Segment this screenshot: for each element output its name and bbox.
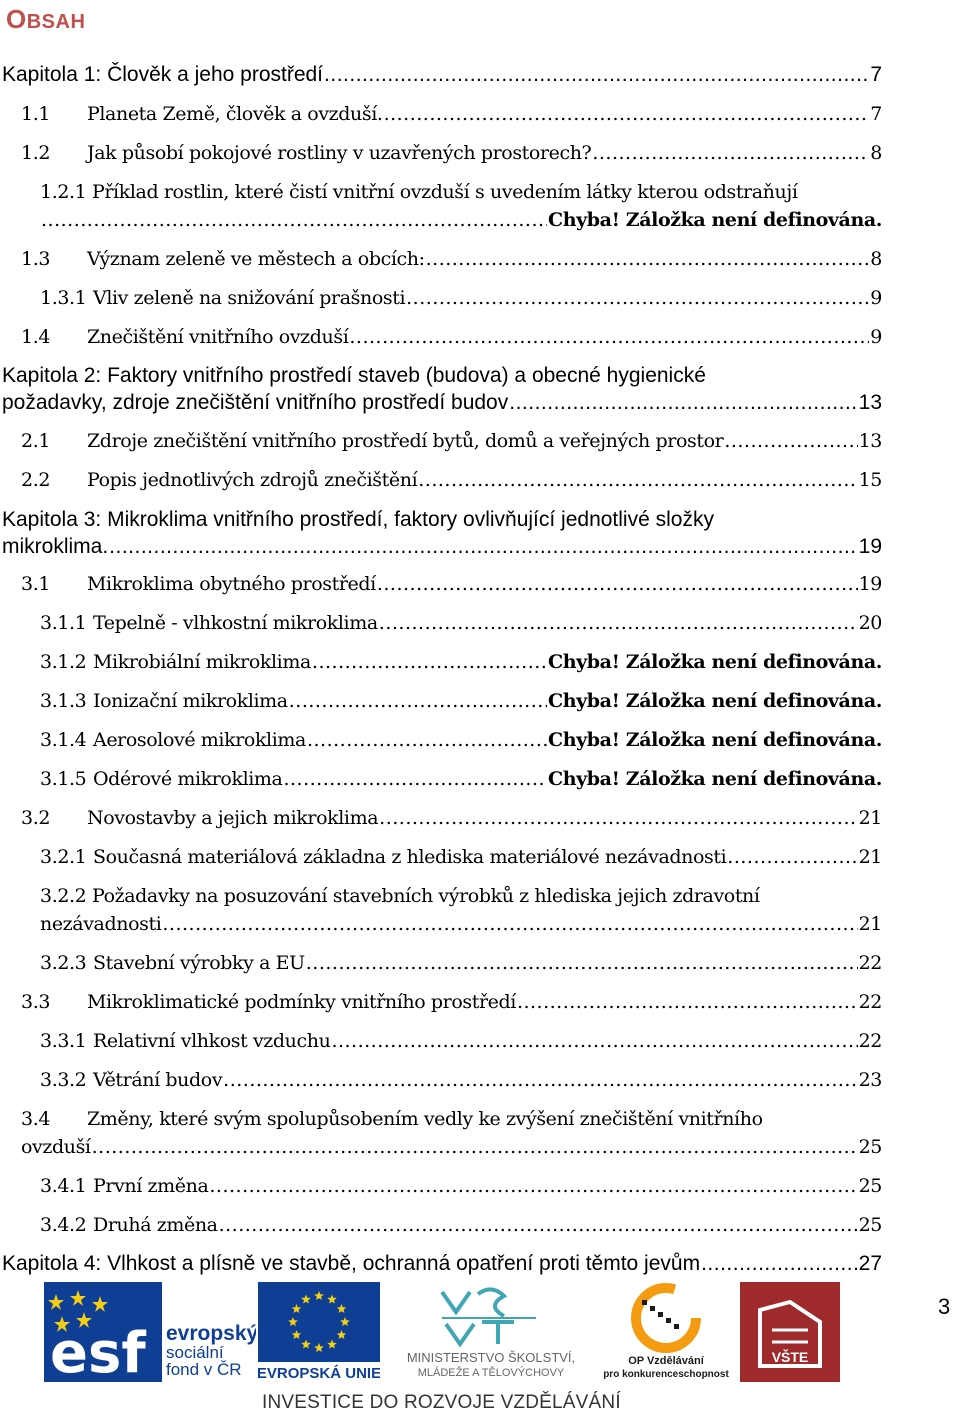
svg-text:VŠTE: VŠTE xyxy=(771,1349,809,1365)
toc-entry-3-1-1[interactable]: 3.1.1 Tepelně - vlhkostní mikroklima ..... 20 xyxy=(40,612,882,634)
toc-chapter-4[interactable]: Kapitola 4: Vlhkost a plísně ve stavbě, ochranná opatření proti těmto jevům ..... 27 xyxy=(2,1252,882,1276)
svg-text:evropský: evropský xyxy=(166,1322,256,1345)
toc-chapter-2-cont[interactable]: požadavky, zdroje znečištění vnitřního prostředí budov ..... 13 xyxy=(2,391,882,415)
investice-slogan: INVESTICE DO ROZVOJE VZDĚLÁVÁNÍ xyxy=(262,1392,621,1413)
op-vk-logo xyxy=(598,1282,734,1382)
toc-entry-3-3-1[interactable]: 3.3.1 Relativní vlhkost vzduchu ..... 22 xyxy=(40,1030,882,1052)
toc-entry-3-3-2[interactable]: 3.3.2 Větrání budov ..... 23 xyxy=(40,1069,882,1091)
svg-text:esf: esf xyxy=(50,1321,146,1382)
toc-entry-3-1-5[interactable]: 3.1.5 Odérové mikroklima ..... Chyba! Záložka není definována. xyxy=(40,768,882,790)
toc-entry-3-1-3[interactable]: 3.1.3 Ionizační mikroklima ..... Chyba! Záložka není definována. xyxy=(40,690,882,712)
toc-chapter-3-cont[interactable]: mikroklima. ..... 19 xyxy=(2,535,882,559)
eu-flag-logo xyxy=(258,1282,380,1382)
svg-text:OP Vzdělávání: OP Vzdělávání xyxy=(628,1355,704,1367)
msmt-logo xyxy=(386,1282,596,1382)
svg-text:sociální: sociální xyxy=(166,1343,224,1362)
svg-text:fond v ČR: fond v ČR xyxy=(166,1360,242,1379)
toc-entry-3-1-2[interactable]: 3.1.2 Mikrobiální mikroklima ..... Chyba! Záložka není definována. xyxy=(40,651,882,673)
toc-entry-3-2-2[interactable]: 3.2.2 Požadavky na posuzování stavebních výrobků z hlediska jejich zdravotní xyxy=(40,885,760,907)
toc-entry-3-1-4[interactable]: 3.1.4 Aerosolové mikroklima ..... Chyba! Záložka není definována. xyxy=(40,729,882,751)
toc-entry-1-3-1[interactable]: 1.3.1 Vliv zeleně na snižování prašnosti ..... 9 xyxy=(40,287,882,309)
toc-chapter-1[interactable]: Kapitola 1: Člověk a jeho prostředí ..... 7 xyxy=(2,63,882,87)
toc-entry-3-4[interactable]: 3.4 Změny, které svým spolupůsobením vedly ke zvýšení znečištění vnitřního xyxy=(21,1108,763,1130)
toc-chapter-3[interactable]: Kapitola 3: Mikroklima vnitřního prostředí, faktory ovlivňující jednotlivé složky xyxy=(2,508,714,531)
toc-entry-3-4-cont[interactable]: ovzduší ..... 25 xyxy=(21,1136,882,1158)
toc-chapter-2[interactable]: Kapitola 2: Faktory vnitřního prostředí staveb (budova) a obecné hygienické xyxy=(2,364,706,387)
toc-entry-3-2[interactable]: 3.2 Novostavby a jejich mikroklima ..... 21 xyxy=(21,807,882,829)
svg-text:MINISTERSTVO ŠKOLSTVÍ,: MINISTERSTVO ŠKOLSTVÍ, xyxy=(406,1350,576,1365)
toc-entry-1-2-1[interactable]: 1.2.1 Příklad rostlin, které čistí vnitřní ovzduší s uvedením látky kterou odstraňují xyxy=(40,181,798,203)
svg-text:EVROPSKÁ UNIE: EVROPSKÁ UNIE xyxy=(258,1365,380,1382)
toc-entry-3-2-3[interactable]: 3.2.3 Stavební výrobky a EU ..... 22 xyxy=(40,952,882,974)
vste-logo xyxy=(740,1282,840,1382)
toc-entry-2-1[interactable]: 2.1 Zdroje znečištění vnitřního prostředí bytů, domů a veřejných prostor ..... 13 xyxy=(21,430,882,452)
toc-entry-3-1[interactable]: 3.1 Mikroklima obytného prostředí ..... 19 xyxy=(21,573,882,595)
svg-text:MLÁDEŽE A TĚLOVÝCHOVY: MLÁDEŽE A TĚLOVÝCHOVY xyxy=(417,1367,565,1379)
toc-entry-1-4[interactable]: 1.4 Znečištění vnitřního ovzduší ..... 9 xyxy=(21,326,882,348)
toc-title: OBSAH xyxy=(6,4,86,34)
toc-entry-3-2-2-cont[interactable]: nezávadnosti ..... 21 xyxy=(40,913,882,935)
toc-entry-1-2-1-cont[interactable]: ..... Chyba! Záložka není definována. xyxy=(40,209,882,231)
svg-text:pro konkurenceschopnost: pro konkurenceschopnost xyxy=(603,1369,729,1380)
toc-entry-3-4-2[interactable]: 3.4.2 Druhá změna ..... 25 xyxy=(40,1214,882,1236)
esf-logo xyxy=(44,1282,256,1382)
toc-entry-1-2[interactable]: 1.2 Jak působí pokojové rostliny v uzavřených prostorech? ..... 8 xyxy=(21,142,882,164)
toc-entry-3-4-1[interactable]: 3.4.1 První změna ..... 25 xyxy=(40,1175,882,1197)
toc-entry-2-2[interactable]: 2.2 Popis jednotlivých zdrojů znečištění ..... 15 xyxy=(21,469,882,491)
page-number: 3 xyxy=(938,1294,951,1319)
toc-entry-3-2-1[interactable]: 3.2.1 Současná materiálová základna z hlediska materiálové nezávadnosti ..... 21 xyxy=(40,846,882,868)
toc-entry-1-1[interactable]: 1.1 Planeta Země, člověk a ovzduší. ..... 7 xyxy=(21,103,882,125)
toc-entry-3-3[interactable]: 3.3 Mikroklimatické podmínky vnitřního prostředí ..... 22 xyxy=(21,991,882,1013)
toc-entry-1-3[interactable]: 1.3 Význam zeleně ve městech a obcích: ..... 8 xyxy=(21,248,882,270)
